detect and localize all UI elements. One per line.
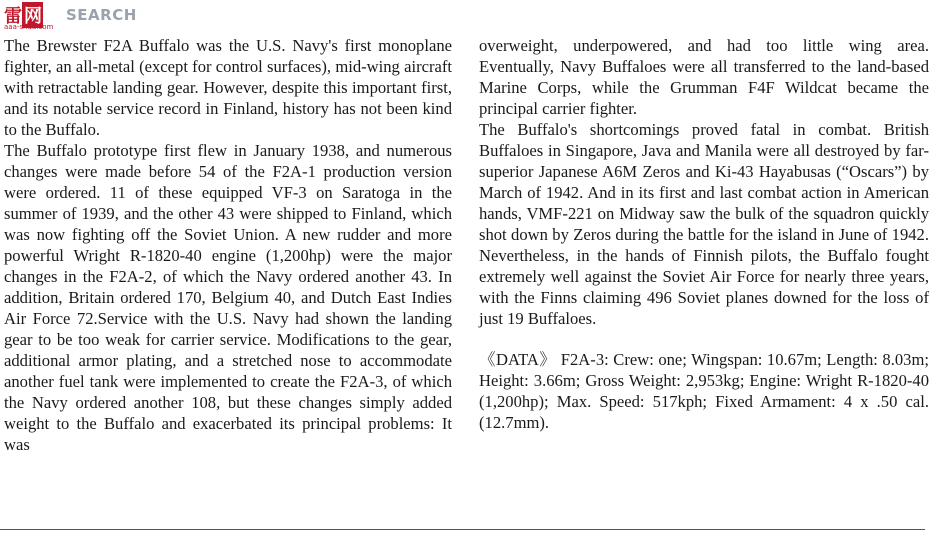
watermark-search-text: SEARCH — [66, 6, 137, 24]
continuation-paragraph: overweight, underpowered, and had too little wing area. Eventually, Navy Buffaloes were all transferred to the land-based Marine Corps, while the Grumman F4F Wildcat became the principal carrier fighter. — [479, 36, 929, 118]
watermark-url: aaa-shau.com — [4, 23, 54, 31]
watermark-logo-mark: 雷 网 — [4, 2, 43, 28]
left-column — [4, 35, 452, 455]
intro-paragraph: The Brewster F2A Buffalo was the U.S. Navy's first monoplane fighter, an all-metal (except for control surfaces), mid-wing aircraft with retractable landing gear. However, despite this important first, and its notable service record in Finland, history has not been kind to the Buffalo. — [4, 36, 452, 139]
bottom-rule — [0, 529, 925, 530]
right-column — [479, 35, 929, 433]
specs-data-block: 《DATA》 F2A-3: Crew: one; Wingspan: 10.67m; Length: 8.03m; Height: 3.66m; Gross Weight: 2,953kg; Engine: Wright R-1820-40 (1,200hp); Max. Speed: 517kph; Fixed Armament: 4 x .50 cal. (12.7mm). — [479, 350, 929, 432]
combat-paragraph: The Buffalo's shortcomings proved fatal in combat. British Buffaloes in Singapore, Java and Manila were all destroyed by far-superior Japanese A6M Zeros and Ki-43 Hayabusas (“Oscars”) by March of 1942. And in its first and last combat action in American hands, VMF-221 on Midway saw the bulk of the squadron quickly shot down by Zeros during the battle for the island in June of 1942. Nevertheless, in the hands of Finnish pilots, the Buffalo fought extremely well against the Soviet Air Force for nearly three years, with the Finns claiming 496 Soviet planes downed for the loss of just 19 Buffaloes. — [479, 120, 929, 328]
watermark-logo — [4, 2, 164, 32]
history-paragraph: The Buffalo prototype first flew in January 1938, and numerous changes were made before 54 of the F2A-1 production version were ordered. 11 of these equipped VF-3 on Saratoga in the summer of 1939, and the other 43 were shipped to Finland, which was now fighting off the Soviet Union. A new rudder and more powerful Wright R-1820-40 engine (1,200hp) were the major changes in the F2A-2, of which the Navy ordered another 43. In addition, Britain ordered 170, Belgium 40, and Dutch East Indies Air Force 72.Service with the U.S. Navy had shown the landing gear to be too weak for carrier service. Modifications to the gear, additional armor plating, and a stretched nose to accommodate another fuel tank were implemented to create the F2A-3, of which the Navy ordered another 108, but these changes simply added weight to the Buffalo and exacerbated its principal problems: It was — [4, 141, 452, 454]
